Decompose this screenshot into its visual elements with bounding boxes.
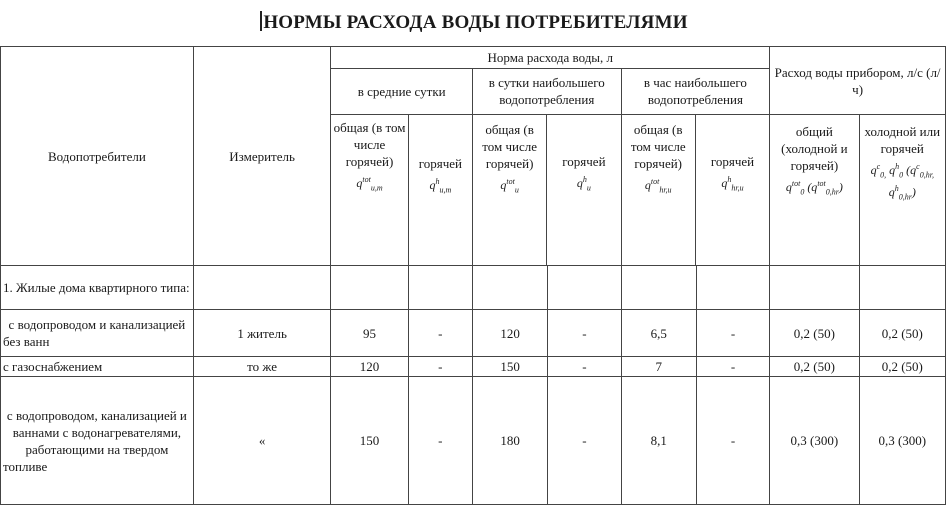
day-total-cell [472, 266, 547, 310]
avg-total-cell: 150 [331, 377, 408, 505]
header-max-day-inner [473, 69, 621, 265]
header-max-hour-total-label: общая (в том числе горячей) [630, 121, 686, 171]
symbol-day-hot: $q^h_u$ [576, 174, 591, 192]
hour-hot-cell: - [696, 310, 769, 357]
meter-cell: 1 житель [193, 310, 331, 357]
header-max-day-total-label: общая (в том числе горячей) [482, 121, 537, 171]
consumer-cell: 1. Жилые дома квартирного типа: [1, 266, 194, 310]
avg-total-cell [331, 266, 408, 310]
header-norm-group: Норма расхода воды, л [331, 47, 770, 69]
header-max-hour-inner [622, 69, 770, 265]
dev-total-cell [770, 266, 859, 310]
symbol-day-total: $q^{tot}_u$ [500, 176, 519, 194]
hour-hot-cell: - [696, 377, 769, 505]
hour-hot-cell [696, 266, 769, 310]
day-hot-cell: - [548, 310, 621, 357]
day-hot-cell [548, 266, 621, 310]
table-row [1, 357, 946, 377]
consumer-cell: с газоснабжением [1, 357, 194, 377]
header-max-day-total [473, 114, 547, 265]
consumer-cell: с водопроводом, канализацией и ваннами с водонагревателями, работающими на твердом топливе [1, 377, 194, 505]
header-max-hour-hot [695, 114, 769, 265]
dev-total-cell: 0,2 (50) [770, 357, 859, 377]
dev-single-cell [859, 266, 945, 310]
symbol-hour-total: $q^{tot}_{hr,u}$ [644, 176, 672, 194]
meter-cell [193, 266, 331, 310]
meter-cell: то же [193, 357, 331, 377]
avg-hot-cell: - [408, 310, 472, 357]
header-meter: Измеритель [193, 47, 331, 266]
table-row [1, 310, 946, 357]
header-max-hour [621, 69, 770, 266]
meter-cell: « [193, 377, 331, 505]
dev-single-cell: 0,2 (50) [859, 357, 945, 377]
page-title-text: НОРМЫ РАСХОДА ВОДЫ ПОТРЕБИТЕЛЯМИ [263, 12, 688, 33]
symbol-hour-hot: $q^h_{hr,u}$ [721, 174, 744, 192]
table-row [1, 266, 946, 310]
avg-hot-cell: - [408, 377, 472, 505]
header-device-total-label: общий (холодной и горячей) [781, 124, 848, 174]
header-device-single-label: холодной или горячей [864, 124, 941, 157]
header-device-single [859, 115, 945, 266]
header-max-day-hot [547, 114, 621, 265]
symbol-avg-total: $q^{tot}_{u,m}$ [356, 175, 383, 193]
header-max-day [472, 69, 621, 266]
header-max-hour-total [622, 114, 696, 265]
dev-single-cell: 0,2 (50) [859, 310, 945, 357]
avg-total-cell: 95 [331, 310, 408, 357]
table-row [1, 377, 946, 505]
day-total-cell: 150 [472, 357, 547, 377]
symbol-device-cold-hot: $q^c_{0,}$ $q^h_0$ ($q^c_{0,hr,}$ $q^h_{0,hr}$) [870, 162, 934, 201]
hour-total-cell: 8,1 [621, 377, 696, 505]
header-avg-total-label: общая (в том числе горячей) [333, 120, 406, 170]
hour-hot-cell: - [696, 357, 769, 377]
page-title [0, 6, 948, 40]
header-max-hour-hot-label: горячей [710, 153, 755, 169]
day-hot-cell: - [548, 357, 621, 377]
symbol-device-total: $q^{tot}_0$ $(q^{tot}_{0,hr})$ [785, 179, 843, 197]
header-avg-day: в средние сутки [331, 69, 473, 115]
hour-total-cell [621, 266, 696, 310]
header-avg-hot [408, 115, 472, 266]
header-avg-hot-label: горячей [418, 156, 462, 172]
header-consumers: Водопотребители [1, 47, 194, 266]
avg-total-cell: 120 [331, 357, 408, 377]
dev-single-cell: 0,3 (300) [859, 377, 945, 505]
avg-hot-cell: - [408, 357, 472, 377]
dev-total-cell: 0,3 (300) [770, 377, 859, 505]
header-row-1 [1, 47, 946, 69]
day-hot-cell: - [548, 377, 621, 505]
header-avg-total [331, 115, 408, 266]
day-total-cell: 180 [472, 377, 547, 505]
header-max-day-hot-label: горячей [562, 153, 606, 169]
header-device-group: Расход воды прибором, л/с (л/ч) [770, 47, 946, 115]
header-max-hour-label: в час наибольшего водопотребления [622, 69, 770, 114]
day-total-cell: 120 [472, 310, 547, 357]
symbol-avg-hot: $q^h_{u,m}$ [429, 177, 452, 195]
consumer-cell: с водопроводом и канализацией без ванн [1, 310, 194, 357]
hour-total-cell: 7 [621, 357, 696, 377]
water-norms-table [0, 46, 946, 505]
dev-total-cell: 0,2 (50) [770, 310, 859, 357]
header-max-day-label: в сутки наибольшего водопотребления [473, 69, 621, 114]
hour-total-cell: 6,5 [621, 310, 696, 357]
avg-hot-cell [408, 266, 472, 310]
header-device-total [770, 115, 859, 266]
text-cursor [260, 11, 262, 31]
